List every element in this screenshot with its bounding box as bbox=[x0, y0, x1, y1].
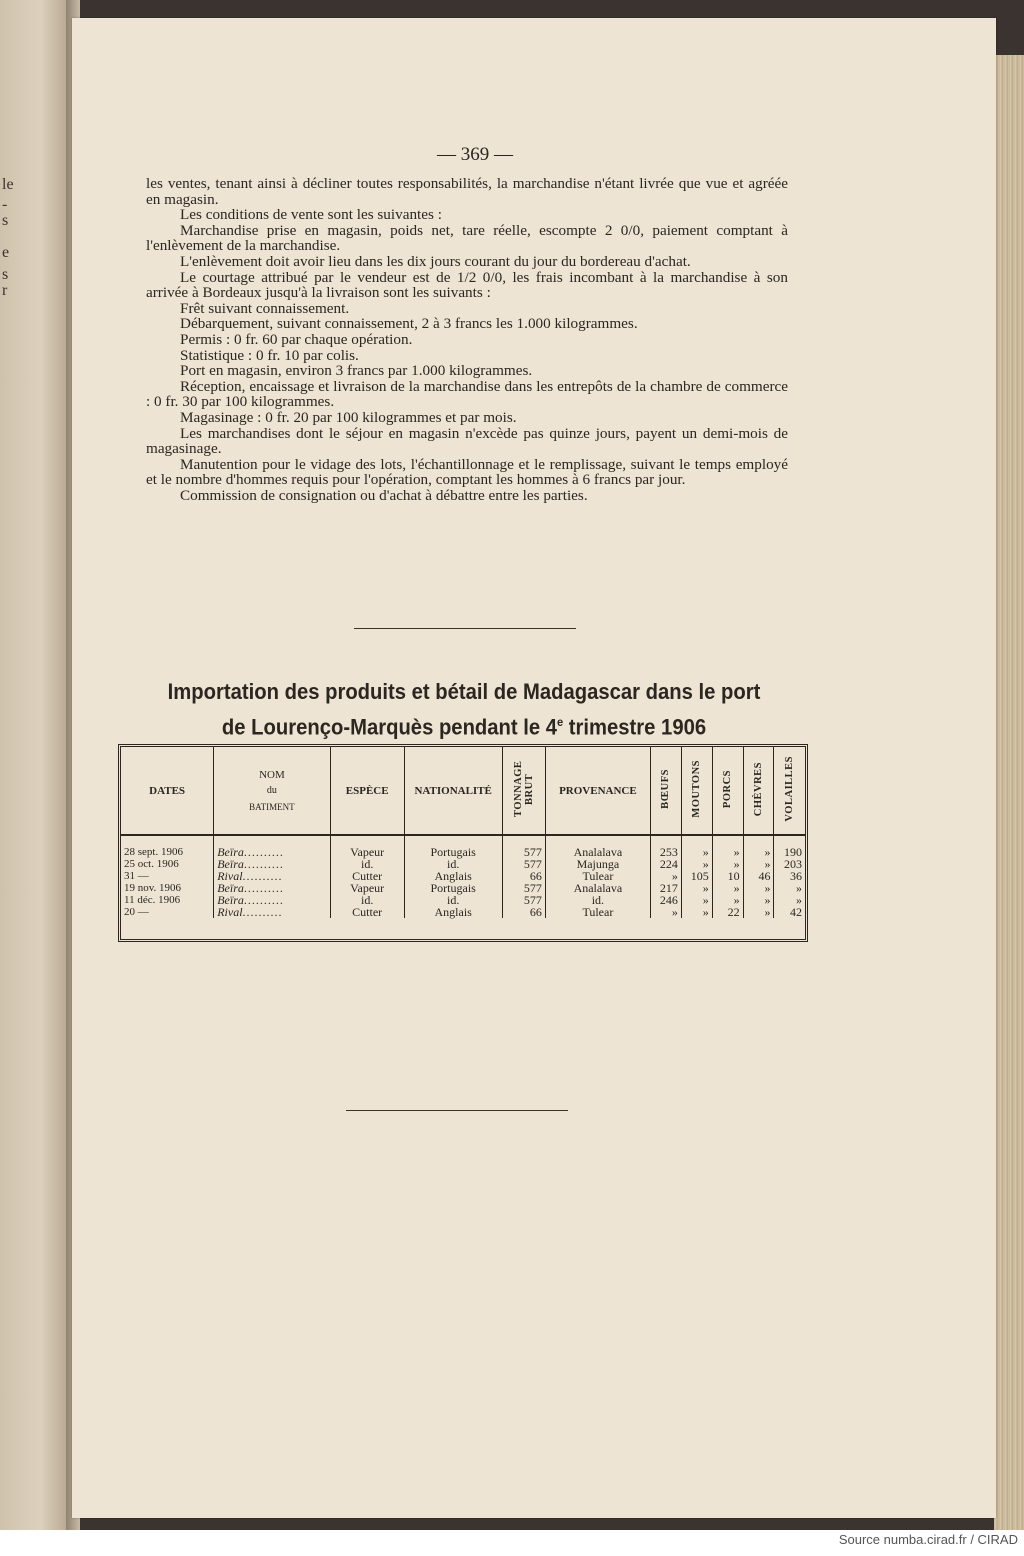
cell-boeufs: » bbox=[650, 906, 681, 918]
cell-porcs: » bbox=[712, 835, 743, 858]
cell-tonnage: 577 bbox=[502, 858, 545, 870]
cell-nationalite: id. bbox=[404, 858, 502, 870]
cell-espece: Vapeur bbox=[330, 835, 404, 858]
paragraph: Les marchandises dont le séjour en magasin n'excède pas quinze jours, payent un demi-mois de magasinage. bbox=[146, 424, 788, 458]
page-edges bbox=[994, 55, 1024, 1530]
cell-volailles: » bbox=[774, 882, 805, 894]
cell-tonnage: 66 bbox=[502, 870, 545, 882]
cell-ship: Rival.......... bbox=[214, 906, 330, 918]
cell-nationalite: id. bbox=[404, 894, 502, 906]
cell-espece: id. bbox=[330, 858, 404, 870]
cell-date: 19 nov. 1906 bbox=[124, 882, 182, 894]
cell-espece: Vapeur bbox=[330, 882, 404, 894]
cell-moutons: 105 bbox=[681, 870, 712, 882]
table-heading bbox=[146, 676, 783, 742]
cell-provenance: Analalava bbox=[545, 882, 650, 894]
cell-provenance: Tulear bbox=[545, 870, 650, 882]
cell-chevres: » bbox=[743, 858, 774, 870]
separator-rule-top bbox=[354, 628, 576, 629]
cell-provenance: Tulear bbox=[545, 906, 650, 918]
cell-ship: Beïra.......... bbox=[214, 882, 330, 894]
cell-boeufs: 253 bbox=[650, 835, 681, 858]
paragraph: Débarquement, suivant connaissement, 2 à 3 francs les 1.000 kilogrammes. bbox=[180, 315, 638, 333]
cell-date: 20 — bbox=[124, 906, 149, 918]
separator-rule-bottom bbox=[346, 1110, 568, 1111]
import-table-frame bbox=[118, 744, 808, 942]
cell-volailles: 36 bbox=[774, 870, 805, 882]
cell-nationalite: Anglais bbox=[404, 870, 502, 882]
cell-provenance: id. bbox=[545, 894, 650, 906]
cell-porcs: 10 bbox=[712, 870, 743, 882]
cell-volailles: 42 bbox=[774, 906, 805, 918]
cell-boeufs: 224 bbox=[650, 858, 681, 870]
table-row bbox=[121, 835, 805, 858]
cell-chevres: » bbox=[743, 894, 774, 906]
header-boeufs: BŒUFS bbox=[650, 747, 681, 835]
cell-tonnage: 577 bbox=[502, 882, 545, 894]
paragraph: Permis : 0 fr. 60 par chaque opération. bbox=[180, 330, 413, 348]
header-chevres: CHÈVRES bbox=[743, 747, 774, 835]
cell-date: 25 oct. 1906 bbox=[124, 858, 179, 870]
body-text bbox=[146, 176, 788, 503]
cell-ship: Beïra.......... bbox=[214, 858, 330, 870]
cell-volailles: » bbox=[774, 894, 805, 906]
heading-line-1: Importation des produits et bétail de Madagascar dans le port bbox=[167, 679, 761, 704]
cell-volailles: 203 bbox=[774, 858, 805, 870]
adjacent-page-fragment: e bbox=[2, 244, 10, 261]
paragraph: Marchandise prise en magasin, poids net, tare réelle, escompte 2 0/0, paiement comptant à l'enlèvement de la marchandise. bbox=[146, 221, 788, 255]
paragraph: Le courtage attribué par le vendeur est de 1/2 0/0, les frais incombant à la marchandise à son arrivée à Bordeaux jusqu'à la livraison sont les suivants : bbox=[146, 268, 788, 302]
header-dates: DATES bbox=[121, 747, 214, 835]
cell-moutons: » bbox=[681, 906, 712, 918]
cell-provenance: Majunga bbox=[545, 858, 650, 870]
header-espece: ESPÈCE bbox=[330, 747, 404, 835]
adjacent-page-fragment: le bbox=[2, 176, 14, 193]
adjacent-page bbox=[0, 0, 68, 1556]
cell-nationalite: Portugais bbox=[404, 835, 502, 858]
paragraph: Commission de consignation ou d'achat à débattre entre les parties. bbox=[180, 486, 588, 504]
cell-date: 31 — bbox=[124, 870, 149, 882]
table-header-row bbox=[121, 747, 805, 835]
cell-ship: Rival.......... bbox=[214, 870, 330, 882]
adjacent-page-fragment: - bbox=[2, 196, 8, 213]
adjacent-page-fragment: s bbox=[2, 266, 9, 283]
cell-date: 28 sept. 1906 bbox=[124, 846, 183, 858]
header-tonnage: TONNAGE BRUT bbox=[502, 747, 545, 835]
cell-chevres: 46 bbox=[743, 870, 774, 882]
cell-porcs: » bbox=[712, 858, 743, 870]
cell-porcs: » bbox=[712, 894, 743, 906]
paragraph: les ventes, tenant ainsi à décliner toutes responsabilités, la marchandise n'étant livrée que vue et agréée en magasin. bbox=[146, 175, 788, 208]
cell-tonnage: 66 bbox=[502, 906, 545, 918]
cell-espece: Cutter bbox=[330, 906, 404, 918]
cell-tonnage: 577 bbox=[502, 894, 545, 906]
paragraph: Port en magasin, environ 3 francs par 1.000 kilogrammes. bbox=[180, 362, 533, 380]
cell-boeufs: 217 bbox=[650, 882, 681, 894]
paragraph: Les conditions de vente sont les suivantes : bbox=[180, 206, 442, 224]
cell-provenance: Analalava bbox=[545, 835, 650, 858]
cell-ship: Beïra.......... bbox=[214, 835, 330, 858]
header-porcs: PORCS bbox=[712, 747, 743, 835]
cell-boeufs: 246 bbox=[650, 894, 681, 906]
header-nationalite: NATIONALITÉ bbox=[404, 747, 502, 835]
page-number: — 369 — bbox=[437, 144, 513, 165]
cell-moutons: » bbox=[681, 894, 712, 906]
adjacent-page-fragment: s bbox=[2, 212, 9, 229]
paragraph: Frêt suivant connaissement. bbox=[180, 299, 350, 317]
paragraph: Magasinage : 0 fr. 20 par 100 kilogrammes et par mois. bbox=[180, 408, 517, 426]
cell-tonnage: 577 bbox=[502, 835, 545, 858]
paragraph: Manutention pour le vidage des lots, l'échantillonnage et le remplissage, suivant le temps employé et le nombre d'hommes requis pour l'opération, comptant les hommes à 6 francs par jour. bbox=[146, 455, 788, 489]
paragraph: L'enlèvement doit avoir lieu dans les dix jours courant du jour du bordereau d'achat. bbox=[180, 252, 691, 270]
cell-moutons: » bbox=[681, 858, 712, 870]
source-credit: Source numba.cirad.fr / CIRAD bbox=[838, 1532, 1018, 1547]
cell-moutons: » bbox=[681, 882, 712, 894]
cell-espece: Cutter bbox=[330, 870, 404, 882]
header-nom: NOM du BATIMENT bbox=[214, 747, 330, 835]
cell-chevres: » bbox=[743, 906, 774, 918]
cell-porcs: » bbox=[712, 882, 743, 894]
cell-espece: id. bbox=[330, 894, 404, 906]
cell-ship: Beïra.......... bbox=[214, 894, 330, 906]
cell-chevres: » bbox=[743, 882, 774, 894]
cell-date: 11 déc. 1906 bbox=[124, 894, 181, 906]
paragraph: Statistique : 0 fr. 10 par colis. bbox=[180, 346, 359, 364]
cell-boeufs: » bbox=[650, 870, 681, 882]
cell-porcs: 22 bbox=[712, 906, 743, 918]
heading-line-2: de Lourenço-Marquès pendant le 4e trimestre 1906 bbox=[221, 714, 707, 740]
cell-volailles: 190 bbox=[774, 835, 805, 858]
cell-nationalite: Portugais bbox=[404, 882, 502, 894]
cell-nationalite: Anglais bbox=[404, 906, 502, 918]
table-row bbox=[121, 906, 805, 918]
adjacent-page-fragment: r bbox=[2, 282, 8, 299]
header-moutons: MOUTONS bbox=[681, 747, 712, 835]
cell-chevres: » bbox=[743, 835, 774, 858]
import-table bbox=[121, 747, 805, 918]
header-provenance: PROVENANCE bbox=[545, 747, 650, 835]
cell-moutons: » bbox=[681, 835, 712, 858]
paragraph: Réception, encaissage et livraison de la marchandise dans les entrepôts de la chambre de commerce : 0 fr. 30 par 100 kilogrammes. bbox=[146, 377, 788, 411]
header-volailles: VOLAILLES bbox=[774, 747, 805, 835]
